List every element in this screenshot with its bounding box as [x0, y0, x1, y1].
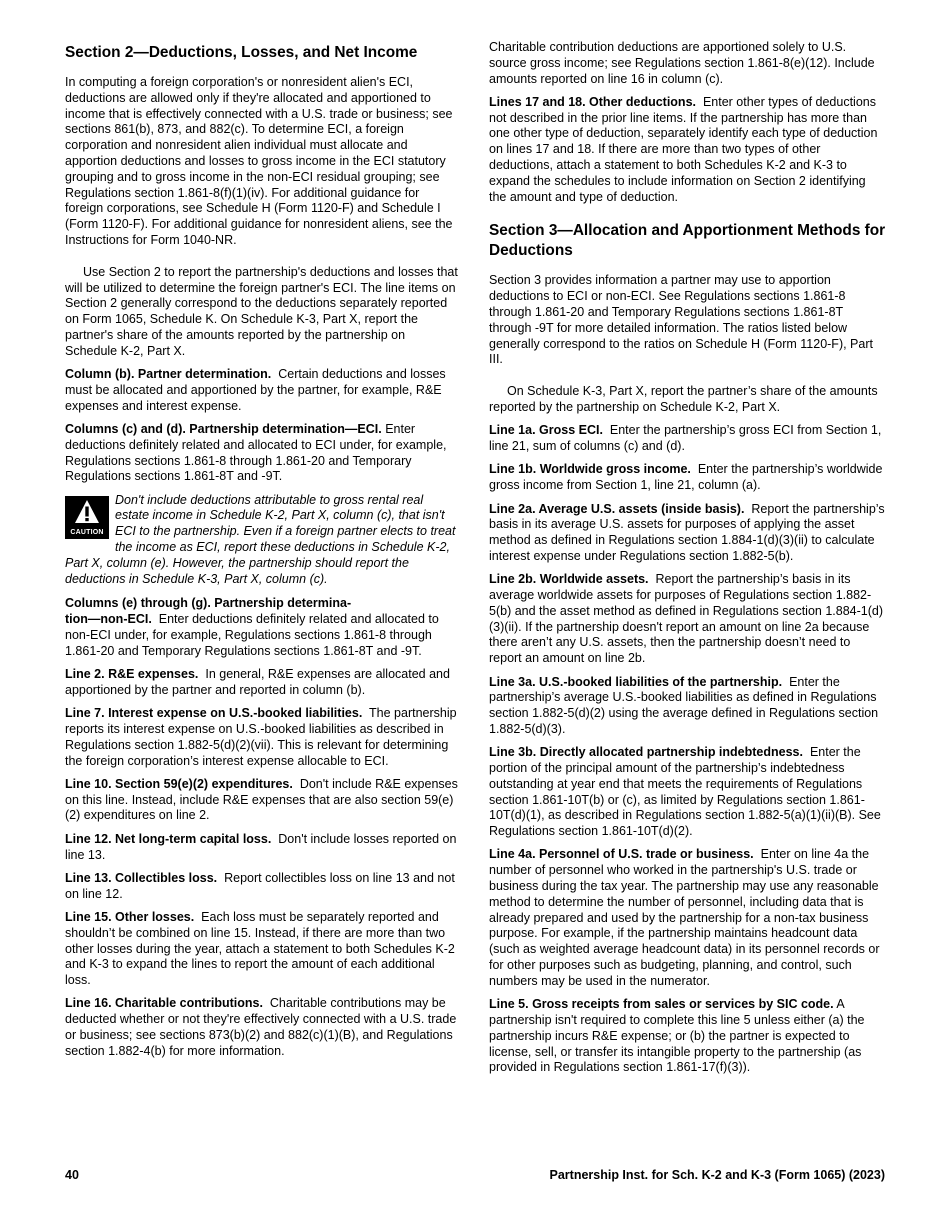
section-2-intro: In computing a foreign corporation's or nonresident alien's ECI, deductions are allowed only if they're allocated and apportioned to income that is effectively connected with a U.S. trade or business; see sections 861(b), 873, and 882(c). To determine ECI, a foreign corporation and nonresident alien individual must allocate and apportion deductions and losses to gross income in the ECI statutory grouping and to gross income in the non-ECI residual grouping; see Regulations section 1.861-8(f)(1)(iv). For additional guidance for foreign corporations, see Schedule H (Form 1120-F) and Schedule I (Form 1120-F). For additional guidance for nonresident aliens, see the Instructions for Form 1040-NR.	[65, 75, 453, 247]
line-2a-paragraph	[489, 502, 886, 565]
caution-text: Don't include deductions attributable to gross rental real estate income in Schedule K-2, Part X, column (c), that isn't ECI to the partnership. Even if a foreign partner elects to treat the income as ECI, report these deductions in Schedule K-2, Part X, column (e). However, the partnership should report the deductions in Schedule K-3, Part X, column (c).	[65, 492, 456, 586]
line-7-paragraph	[65, 706, 460, 769]
column-b-heading: Column (b). Partner determination.	[65, 367, 272, 382]
line-5-text: A partnership isn't required to complete this line 5 unless either (a) the partnership incurs R&E expense; or (b) the partner is expected to license, sell, or transfer its intangible property to the partnership (as provided in Regulations section 1.861-17(f)(3)).	[489, 997, 865, 1075]
line-1a-text: Enter the partnership’s gross ECI from Section 1, line 21, sum of columns (c) and (d).	[489, 423, 882, 454]
line-3a-paragraph	[489, 675, 886, 738]
document-title: Partnership Inst. for Sch. K-2 and K-3 (Form 1065) (2023)	[549, 1168, 885, 1182]
lines-17-18-text: Enter other types of deductions not described in the prior line items. If the partnership has more than one other type of deduction, separately identify each type of deduction on lines 17 and 18. If there are more than two types of other deductions, attach a statement to both Schedules K-2 and K-3 to expand the schedules to include information on Section 2 identifying the amount and type of deduction.	[489, 94, 878, 204]
line-2-heading: Line 2. R&E expenses.	[65, 667, 199, 682]
lines-17-18-heading: Lines 17 and 18. Other deductions.	[489, 94, 696, 109]
section-2-heading: Section 2—Deductions, Losses, and Net Income	[65, 44, 418, 61]
page-number: 40	[65, 1168, 79, 1182]
right-column	[489, 40, 886, 1084]
line-2b-paragraph	[489, 572, 886, 667]
caution-note	[65, 493, 460, 588]
line-12-heading: Line 12. Net long-term capital loss.	[65, 831, 272, 846]
line-1a-paragraph	[489, 423, 886, 455]
line-1a-heading: Line 1a. Gross ECI.	[489, 423, 603, 438]
line-16-text: Charitable contributions may be deducted whether or not they're effectively connected with a U.S. trade or business; see sections 873(b)(2) and 882(c)(1)(B), and Regulations section 1.882-4(b) for more information.	[65, 996, 457, 1058]
line-15-heading: Line 15. Other losses.	[65, 909, 195, 924]
line-3b-paragraph	[489, 745, 886, 840]
line-16-paragraph	[65, 996, 460, 1059]
columns-cd-heading: Columns (c) and (d). Partnership determination—ECI.	[65, 421, 382, 436]
line-4a-text: Enter on line 4a the number of personnel who worked in the partnership's U.S. trade or business during the tax year. The partnership may use any reasonable method to determine the number of personnel, including data that is already prepared and used by the partnership for a non-tax business purpose. For example, if the partnership maintains headcount data (such as weighted average headcount data) in its personnel records or for other purposes such as budgeting, planning, and control, such numbers may be used in the numerator.	[489, 847, 880, 988]
line-13-text: Report collectibles loss on line 13 and not on line 12.	[65, 870, 455, 901]
line-10-heading: Line 10. Section 59(e)(2) expenditures.	[65, 776, 293, 791]
line-2b-text: Report the partnership’s basis in its average worldwide assets for purposes of Regulations section 1.882-5(b) and the asset method as defined in Regulations section 1.884-1(d)(3)(ii). If the partnership doesn't report an amount on line 2a because there aren’t any U.S. assets, then the partnership doesn’t need to report an amount on line 2b.	[489, 572, 883, 666]
line-7-text: The partnership reports its interest expense on U.S.-booked liabilities as described in Regulations section 1.882-5(d)(2)(vii). This is relevant for determining the foreign corporation’s interest expense allocable to ECI.	[65, 706, 457, 768]
columns-cd-paragraph	[65, 422, 460, 485]
caution-badge	[65, 496, 109, 539]
line-2-text: In general, R&E expenses are allocated and apportioned by the partner and reported in column (b).	[65, 667, 450, 697]
columns-eg-text: Enter deductions definitely related and allocated to non-ECI under, for example, Regulations sections 1.861-8 through 1.861-20 and Temporary Regulations sections 1.861-8T and -9T.	[65, 612, 439, 658]
column-b-text: Certain deductions and losses must be allocated and apportioned by the partner, for example, R&E expenses and interest expense.	[65, 367, 446, 413]
line-3b-text: Enter the portion of the principal amount of the partnership’s indebtedness outstanding at year end that meets the requirements of Regulations section 1.861-10T(b) or (c), as limited by Regulations section 1.861-10T(d)(1), as described in Regulations section 1.882-5(a)(1)(ii)(B). See Regulations section 1.861-10T(d)(2).	[489, 745, 881, 839]
line-7-heading: Line 7. Interest expense on U.S.-booked liabilities.	[65, 706, 363, 721]
section-3-usage: On Schedule K-3, Part X, report the partner’s share of the amounts reported by the partnership on Schedule K-2, Part X.	[489, 384, 878, 415]
caution-label: CAUTION	[70, 528, 104, 536]
line-10-paragraph	[65, 777, 460, 824]
line-4a-heading: Line 4a. Personnel of U.S. trade or business.	[489, 847, 754, 862]
line-16-heading: Line 16. Charitable contributions.	[65, 996, 263, 1011]
line-2a-heading: Line 2a. Average U.S. assets (inside basis).	[489, 501, 745, 516]
line-3b-heading: Line 3b. Directly allocated partnership indebtedness.	[489, 745, 803, 760]
line-10-text: Don't include R&E expenses on this line. Instead, include R&E expenses that are also section 59(e)(2) expenditures on line 2.	[65, 776, 458, 823]
line-12-paragraph	[65, 832, 460, 864]
line-13-heading: Line 13. Collectibles loss.	[65, 870, 218, 885]
columns-eg-heading-1: Columns (e) through (g). Partnership determina-	[65, 596, 352, 611]
left-column	[65, 40, 460, 1067]
line-5-paragraph	[489, 997, 886, 1076]
columns-eg-paragraph	[65, 596, 460, 659]
line-5-heading: Line 5. Gross receipts from sales or services by SIC code.	[489, 997, 834, 1012]
line-15-paragraph	[65, 910, 460, 989]
warning-icon	[74, 499, 100, 525]
line-12-text: Don't include losses reported on line 13.	[65, 831, 457, 862]
line-2a-text: Report the partnership’s basis in its average U.S. assets for purposes of applying the asset method as defined in Regulations section 1.884-1(d)(3)(ii) to calculate interest expense under Regulations section 1.882-5(b).	[489, 501, 885, 563]
line-1b-paragraph	[489, 462, 886, 494]
line-2-paragraph	[65, 667, 460, 699]
line-3a-text: Enter the partnership’s average U.S.-booked liabilities as defined in Regulations section 1.882-5(d)(2) using the average defined in Regulations section 1.882-5(d)(3).	[489, 674, 879, 736]
line-15-text: Each loss must be separately reported and shouldn’t be combined on line 15. Instead, if there are more than two other losses during the year, attach a statement to both Schedules K-2 and K-3 to expand the lines to report the amount of each additional loss.	[65, 909, 455, 988]
line-1b-text: Enter the partnership’s worldwide gross income from Section 1, line 21, column (a).	[489, 462, 883, 493]
line-4a-paragraph	[489, 847, 886, 989]
lines-17-18-paragraph	[489, 95, 886, 206]
columns-cd-text: Enter deductions definitely related and allocated to ECI under, for example, Regulations sections 1.861-8 through 1.861-20 and Temporary Regulations sections 1.861-8T and -9T.	[65, 421, 447, 484]
columns-eg-heading-2: tion—non-ECI.	[65, 612, 152, 627]
line-13-paragraph	[65, 871, 460, 903]
column-b-paragraph	[65, 367, 460, 414]
section-3-intro: Section 3 provides information a partner may use to apportion deductions to ECI or non-ECI. See Regulations sections 1.861-8 through 1.861-20 and Temporary Regulations sections 1.861-8T through -9T for more detailed information. The ratios listed below generally correspond to the ratios on Schedule H (Form 1120-F), Part III.	[489, 273, 873, 367]
section-3-heading: Section 3—Allocation and Apportionment Methods for Deductions	[489, 222, 886, 260]
line-1b-heading: Line 1b. Worldwide gross income.	[489, 462, 691, 477]
section-2-usage: Use Section 2 to report the partnership's deductions and losses that will be utilized to determine the foreign partner's ECI. The line items on Section 2 generally correspond to the deductions separately reported on Form 1065, Schedule K. On Schedule K-3, Part X, report the partner's share of the amounts reported by the partnership on Schedule K-2, Part X.	[65, 264, 458, 358]
line-3a-heading: Line 3a. U.S.-booked liabilities of the partnership.	[489, 674, 783, 689]
line-2b-heading: Line 2b. Worldwide assets.	[489, 572, 649, 587]
charitable-continuation: Charitable contribution deductions are apportioned solely to U.S. source gross income; see Regulations section 1.861-8(e)(12). Include amounts reported on line 16 in column (c).	[489, 40, 875, 86]
